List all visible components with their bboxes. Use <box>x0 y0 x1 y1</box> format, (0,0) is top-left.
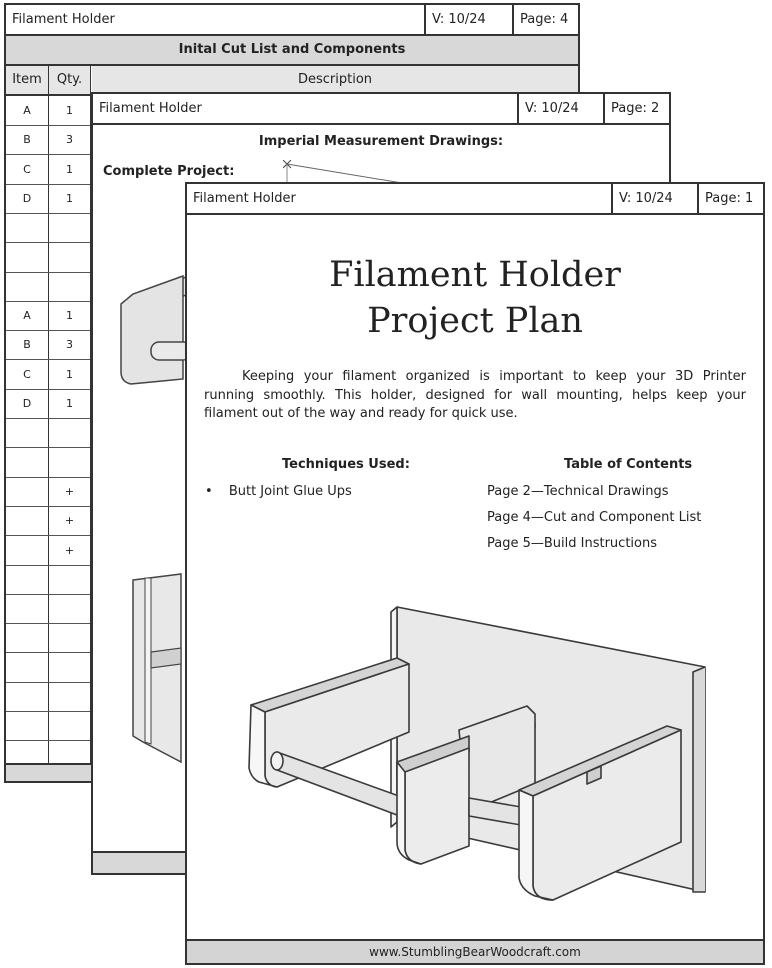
cut-list-row <box>6 243 90 273</box>
cut-list-row <box>6 360 90 390</box>
item-letter: B <box>23 338 31 352</box>
intro-paragraph: Keeping your filament organized is important to keep your 3D Printer running smoothly. This holder, designed for wall mounting, helps keep your filament out of the way and ready for quick use. <box>204 369 746 421</box>
header-version: V: 10/24 <box>611 184 697 213</box>
header-title: Filament Holder <box>12 12 115 27</box>
item-letter: C <box>23 162 31 176</box>
page-4-header <box>6 5 578 36</box>
item-quantity: 1 <box>66 309 73 323</box>
cut-list-title: Inital Cut List and Components <box>6 36 578 66</box>
column-header-item: Item <box>6 66 48 96</box>
column-header-description: Description <box>92 66 578 96</box>
project-title-line-2: Project Plan <box>367 301 583 341</box>
cut-list-row <box>6 448 90 478</box>
cut-list-row <box>6 594 90 624</box>
cut-list-row <box>6 213 90 243</box>
toc-item: Page 4—Cut and Component List <box>487 510 702 525</box>
page-1-header <box>187 184 763 215</box>
header-page-number: Page: 1 <box>697 184 763 213</box>
header-page-number: Page: 2 <box>603 94 669 123</box>
partial-drawing-lower <box>131 572 191 772</box>
cut-list-row <box>6 96 90 126</box>
cut-list-row <box>6 418 90 448</box>
toc-item: Page 2—Technical Drawings <box>487 484 669 499</box>
filament-holder-drawing <box>237 602 717 922</box>
toc-heading: Table of Contents <box>564 457 693 472</box>
techniques-heading: Techniques Used: <box>282 457 410 472</box>
page-1-sheet <box>185 182 765 965</box>
header-title: Filament Holder <box>193 191 296 206</box>
technique-label: Butt Joint Glue Ups <box>228 484 352 499</box>
item-quantity: + <box>64 514 75 528</box>
item-quantity: 1 <box>66 397 73 410</box>
header-version: V: 10/24 <box>424 5 512 34</box>
cut-list-row <box>6 155 90 185</box>
cut-list-row <box>6 682 90 712</box>
project-title <box>187 252 763 344</box>
bullet-icon: • <box>205 484 213 499</box>
cut-list-row <box>6 389 90 419</box>
cut-list-row <box>6 565 90 595</box>
header-title: Filament Holder <box>99 101 202 116</box>
item-quantity: + <box>64 543 75 557</box>
item-quantity: 1 <box>66 367 73 381</box>
cut-list-row <box>6 125 90 155</box>
item-letter: D <box>22 191 32 205</box>
item-quantity: 1 <box>66 162 73 176</box>
cut-list-row <box>6 623 90 653</box>
header-version: V: 10/24 <box>517 94 603 123</box>
cut-list-row <box>6 711 90 741</box>
drawings-subtitle: Imperial Measurement Drawings: <box>258 134 504 149</box>
cut-list-row <box>6 653 90 683</box>
item-letter: B <box>23 133 31 147</box>
cut-list-row <box>6 477 90 507</box>
cut-list-row <box>6 506 90 536</box>
toc-item: Page 5—Build Instructions <box>487 536 657 551</box>
item-quantity: 1 <box>66 191 73 205</box>
project-title-line-1: Filament Holder <box>329 255 621 295</box>
item-letter: D <box>22 397 32 410</box>
column-header-qty: Qty. <box>49 66 90 96</box>
cut-list-row <box>6 301 90 331</box>
item-quantity: 3 <box>66 338 73 352</box>
cut-list-row <box>6 184 90 214</box>
item-letter: A <box>23 104 31 117</box>
item-letter: C <box>23 367 31 381</box>
partial-drawing-upper <box>113 264 193 394</box>
header-page-number: Page: 4 <box>512 5 578 34</box>
item-letter: A <box>23 309 31 323</box>
complete-project-label: Complete Project: <box>103 164 235 179</box>
item-quantity: 1 <box>66 104 73 117</box>
website-footer: www.StumblingBearWoodcraft.com <box>187 939 763 963</box>
page-2-header <box>93 94 669 125</box>
item-quantity: + <box>64 484 75 498</box>
item-quantity: 3 <box>66 133 73 147</box>
technique-item <box>205 484 352 499</box>
cut-list-row <box>6 272 90 302</box>
cut-list-row <box>6 330 90 360</box>
cut-list-row <box>6 536 90 566</box>
